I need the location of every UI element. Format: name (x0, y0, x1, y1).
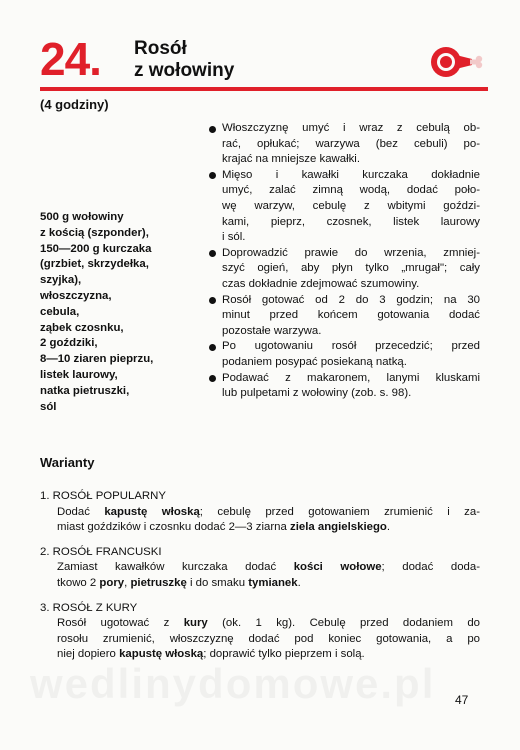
step-text-line: krajać na mniejsze kawałki. (222, 153, 361, 166)
bold-ingredient: kapustę włoską (104, 505, 200, 518)
text-segment: Rosół ugotować z (57, 617, 184, 630)
text-segment: Dodać (57, 505, 105, 518)
bullet-icon (209, 375, 216, 382)
ingredient-line: 150—200 g kurczaka (40, 242, 152, 255)
step-text-line: czas dokładnie zdejmować szumowiny. (222, 277, 420, 290)
step-text-line: Doprowadzić prawie do wrzenia, zmniej- (222, 246, 480, 259)
ingredients-list (40, 210, 210, 415)
text-segment: ; doprawić tylko pieprzem i solą. (203, 648, 365, 661)
variant-text-line (57, 616, 480, 632)
step-text-line: minut przed końcem gotowania dodać (222, 309, 480, 322)
bold-ingredient: kości wołowe (293, 561, 382, 574)
text-segment: i do smaku (186, 576, 249, 589)
preparation-steps (208, 121, 480, 402)
bold-ingredient: pory (99, 576, 125, 589)
text-segment: niej dopiero (57, 648, 120, 661)
ingredient-line: (grzbiet, skrzydełka, (40, 258, 149, 271)
title-line-1: Rosół (134, 38, 187, 59)
step-text-line: Włoszczyznę umyć i wraz z cebulą ob- (222, 122, 480, 134)
ingredient-line: listek laurowy, (40, 368, 118, 381)
variant-text-line (57, 505, 480, 521)
bullet-icon (209, 297, 216, 304)
step-text-line: Po ugotowaniu rosół przecedzić; przed (222, 340, 480, 353)
text-segment: (ok. 1 kg). Cebulę przed dodaniem do (207, 617, 480, 630)
step-text-line: lub pulpetami z wołowiny (zob. s. 98). (222, 387, 412, 400)
variant-text-line (57, 576, 480, 592)
step-item (208, 293, 480, 340)
text-segment: miast goździków i czosnku dodać 2—3 ziarna (57, 521, 290, 534)
bold-ingredient: kapustę włoską (119, 648, 204, 661)
step-item (208, 246, 480, 293)
text-segment: ; cebulę przed gotowaniem zrumienić i za- (199, 505, 480, 518)
ingredient-line: z kością (szponder), (40, 226, 149, 239)
variant-item (40, 489, 480, 536)
bullet-icon (209, 126, 216, 133)
variant-title: 1. ROSÓŁ POPULARNY (40, 490, 166, 502)
bold-ingredient: kury (183, 617, 208, 630)
step-text-line: podaniem posypać posiekaną natką. (222, 355, 407, 368)
watermark (30, 660, 500, 708)
bullet-icon (209, 172, 216, 179)
bold-ingredient: ziela angielskiego (290, 521, 387, 534)
variant-body (40, 505, 480, 536)
step-text-line: szyć ogień, aby płyn tylko „mrugał"; cały (222, 262, 480, 275)
ingredient-line: włoszczyzna, (40, 289, 112, 302)
bullet-icon (209, 344, 216, 351)
variant-text-line (57, 632, 480, 648)
bold-ingredient: pietruszkę (130, 576, 187, 589)
variant-body (40, 560, 480, 591)
header-rule (40, 87, 488, 91)
variant-body (40, 616, 480, 663)
text-segment: , (124, 576, 131, 589)
step-text-line: pozostałe warzywa. (222, 324, 322, 337)
variant-text-line (57, 520, 480, 536)
step-text-line: Podawać z makaronem, lanymi kluskami (222, 371, 480, 384)
step-item (208, 371, 480, 402)
text-segment: . (297, 576, 301, 589)
meat-ham-icon (430, 44, 484, 80)
title-line-2: z wołowiny (134, 60, 235, 81)
step-text-line: umyć, zalać zimną wodą, dodać poło- (222, 184, 480, 197)
step-item (208, 168, 480, 246)
variants-list (40, 489, 480, 672)
ingredient-line: 2 goździki, (40, 337, 98, 350)
text-segment: ; dodać doda- (381, 561, 480, 574)
step-text-line: kami, pieprz, czosnek, listek laurowy (222, 215, 480, 228)
bold-ingredient: tymianek (248, 576, 298, 589)
text-segment: Zamiast kawałków kurczaka dodać (57, 561, 294, 574)
text-segment: . (386, 521, 391, 534)
ingredient-line: ząbek czosnku, (40, 321, 124, 334)
step-item (208, 121, 480, 168)
step-text-line: wę warzyw, cebulę z wbitymi goździ- (222, 199, 480, 212)
variant-item (40, 601, 480, 663)
step-text-line: Mięso i kawałki kurczaka dokładnie (222, 168, 480, 181)
recipe-title (134, 38, 234, 82)
step-text-line: rać, opłukać; warzywa (bez cebuli) po- (222, 137, 480, 150)
variant-title: 3. ROSÓŁ Z KURY (40, 601, 138, 614)
bullet-icon (209, 250, 216, 257)
ingredient-line: 8—10 ziaren pieprzu, (40, 353, 154, 366)
recipe-number: 24. (40, 33, 101, 85)
variant-item (40, 545, 480, 592)
ingredient-line: 500 g wołowiny (40, 211, 124, 223)
variant-text-line (57, 560, 480, 576)
ingredient-line: szyjka), (40, 274, 82, 287)
step-text-line: Rosół gotować od 2 do 3 godzin; na 30 (222, 293, 480, 306)
variants-heading: Warianty (40, 455, 95, 470)
page-number: 47 (455, 693, 469, 707)
ingredient-line: natka pietruszki, (40, 384, 130, 397)
cooking-time: (4 godziny) (40, 97, 109, 112)
ingredient-line: sól (40, 400, 57, 413)
text-segment: rosołu zrumienić, włoszczyznę dodać pod koniec gotowania, a po (57, 632, 480, 645)
ingredient-line: cebula, (40, 305, 80, 318)
step-text-line: i sól. (222, 231, 246, 244)
step-item (208, 339, 480, 370)
variant-title: 2. ROSÓŁ FRANCUSKI (40, 545, 162, 558)
text-segment: tkowo 2 (57, 576, 100, 589)
